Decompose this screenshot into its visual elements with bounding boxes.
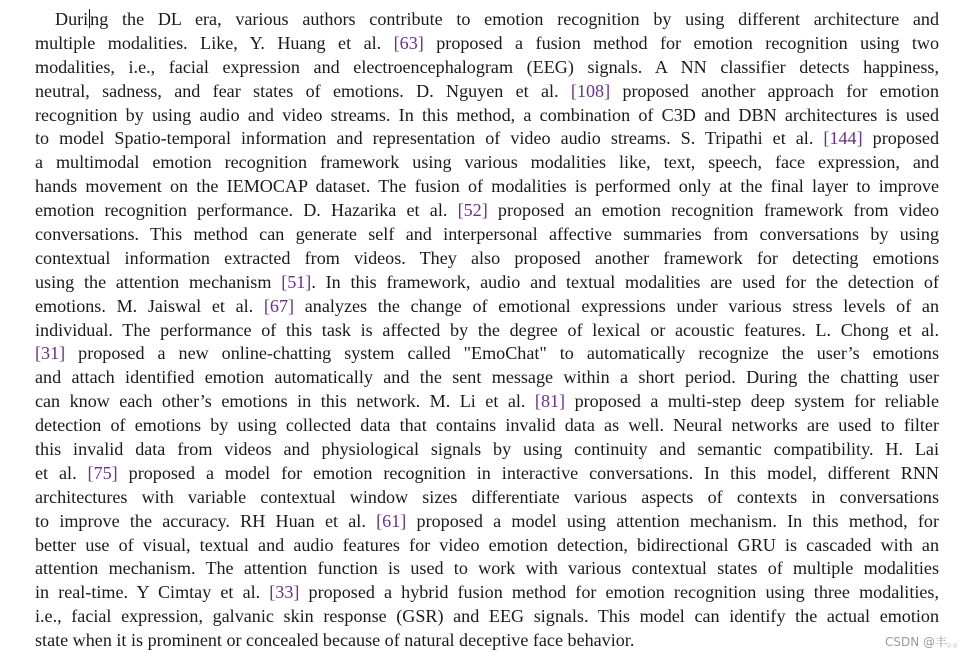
- citation-link[interactable]: [81]: [534, 391, 566, 412]
- text-line: [35, 223, 939, 247]
- text-segment: individual. The performance of this task is affected by the degree of lexical or acoustic features. L. Chong et al.: [35, 319, 939, 340]
- text-segment: Duri: [55, 9, 89, 29]
- citation-link[interactable]: [52]: [457, 200, 488, 221]
- text-line: [35, 581, 939, 605]
- text-segment: analyzes the change of emotional expressions under various stress levels of an: [294, 295, 939, 316]
- citation-link[interactable]: [51]: [281, 271, 312, 292]
- text-segment: proposed a fusion method for emotion recognition using two: [423, 32, 939, 53]
- text-segment: this invalid data from videos and physiological signals by using continuity and semantic compatibility. H. Lai: [35, 439, 939, 460]
- text-line: [35, 199, 939, 223]
- text-segment: i.e., facial expression, galvanic skin response (GSR) and EEG signals. This model can identify the actual emotion: [35, 606, 939, 627]
- text-line: [35, 295, 939, 319]
- text-segment: proposed: [862, 128, 940, 149]
- text-segment: better use of visual, textual and audio features for video emotion detection, bidirectional GRU is cascaded with an: [35, 534, 939, 555]
- text-segment: can know each other’s emotions in this network. M. Li et al.: [35, 391, 535, 412]
- text-line: [35, 414, 939, 438]
- text-segment: multiple modalities. Like, Y. Huang et al.: [35, 32, 394, 53]
- text-segment: proposed a new online-chatting system called "EmoChat" to automatically recognize the user’s emotions: [65, 343, 939, 364]
- text-segment: et al.: [35, 462, 88, 483]
- text-line: [35, 80, 939, 104]
- text-segment: proposed a multi-step deep system for reliable: [565, 391, 939, 412]
- text-segment: . In this framework, audio and textual modalities are used for the detection of: [311, 271, 939, 292]
- text-line: [35, 510, 939, 534]
- text-segment: state when it is prominent or concealed because of natural deceptive face behavior.: [35, 630, 635, 651]
- text-segment: proposed a model for emotion recognition in interactive conversations. In this model, different RNN: [117, 462, 939, 483]
- citation-link[interactable]: [61]: [376, 510, 407, 531]
- citation-link[interactable]: [108]: [570, 80, 611, 101]
- text-line: [35, 32, 939, 56]
- text-segment: architectures with variable contextual window sizes differentiate various aspects of contexts in conversations: [35, 486, 939, 507]
- text-line: [35, 319, 939, 343]
- text-segment: in real-time. Y Cimtay et al.: [35, 582, 270, 603]
- citation-link[interactable]: [63]: [393, 32, 424, 53]
- text-line: [35, 127, 939, 151]
- text-line: [35, 247, 939, 271]
- text-line: [35, 56, 939, 80]
- text-line: [35, 271, 939, 295]
- text-segment: using the attention mechanism: [35, 271, 282, 292]
- text-segment: proposed a model using attention mechanism. In this method, for: [406, 510, 939, 531]
- text-segment: ng the DL era, various authors contribute to emotion recognition by using different architecture and: [90, 9, 939, 29]
- text-line: [35, 151, 939, 175]
- citation-link[interactable]: [67]: [263, 295, 295, 316]
- text-segment: to improve the accuracy. RH Huan et al.: [35, 510, 377, 531]
- text-segment: a multimodal emotion recognition framework using various modalities like, text, speech, face expression, and: [35, 152, 939, 173]
- text-segment: emotions. M. Jaiswal et al.: [35, 295, 264, 316]
- citation-link[interactable]: [31]: [35, 343, 66, 364]
- text-segment: contextual information extracted from videos. They also proposed another framework for detecting emotions: [35, 247, 939, 268]
- text-line: [35, 557, 939, 581]
- citation-link[interactable]: [33]: [269, 582, 300, 603]
- text-line: [35, 438, 939, 462]
- text-segment: neutral, sadness, and fear states of emotions. D. Nguyen et al.: [35, 80, 571, 101]
- text-segment: modalities, i.e., facial expression and electroencephalogram (EEG) signals. A NN classifier detects happiness,: [35, 56, 939, 77]
- text-line: [35, 486, 939, 510]
- text-segment: proposed a hybrid fusion method for emotion recognition using three modalities,: [299, 582, 939, 603]
- text-line: [35, 390, 939, 414]
- text-line: [35, 629, 939, 653]
- csdn-watermark: CSDN @丰。。: [884, 635, 965, 649]
- text-line: [35, 104, 939, 128]
- text-segment: detection of emotions by using collected data that contains invalid data as well. Neural networks are used to filter: [35, 415, 939, 436]
- text-segment: and attach identified emotion automatically and the sent message within a short period. During the chatting user: [35, 367, 939, 388]
- citation-link[interactable]: [144]: [823, 128, 863, 149]
- text-segment: proposed another approach for emotion: [610, 80, 939, 101]
- text-segment: emotion recognition performance. D. Hazarika et al.: [35, 200, 458, 221]
- text-segment: hands movement on the IEMOCAP dataset. The fusion of modalities is performed only at the final layer to improve: [35, 176, 939, 197]
- paragraph: [35, 8, 939, 653]
- text-segment: recognition by using audio and video streams. In this method, a combination of C3D and DBN architectures is used: [35, 104, 939, 125]
- text-segment: attention mechanism. The attention function is used to work with various contextual states of multiple modalities: [35, 558, 939, 579]
- text-segment: conversations. This method can generate self and interpersonal affective summaries from conversations by using: [35, 224, 939, 245]
- text-segment: to model Spatio-temporal information and representation of video audio streams. S. Tripathi et al.: [35, 128, 824, 149]
- text-line: [35, 462, 939, 486]
- text-line: [35, 8, 939, 32]
- text-line: [35, 175, 939, 199]
- text-segment: proposed an emotion recognition framework from video: [487, 200, 939, 221]
- text-line: [35, 605, 939, 629]
- paper-body: [35, 8, 939, 653]
- text-line: [35, 534, 939, 558]
- text-line: [35, 342, 939, 366]
- text-line: [35, 366, 939, 390]
- citation-link[interactable]: [75]: [87, 462, 118, 483]
